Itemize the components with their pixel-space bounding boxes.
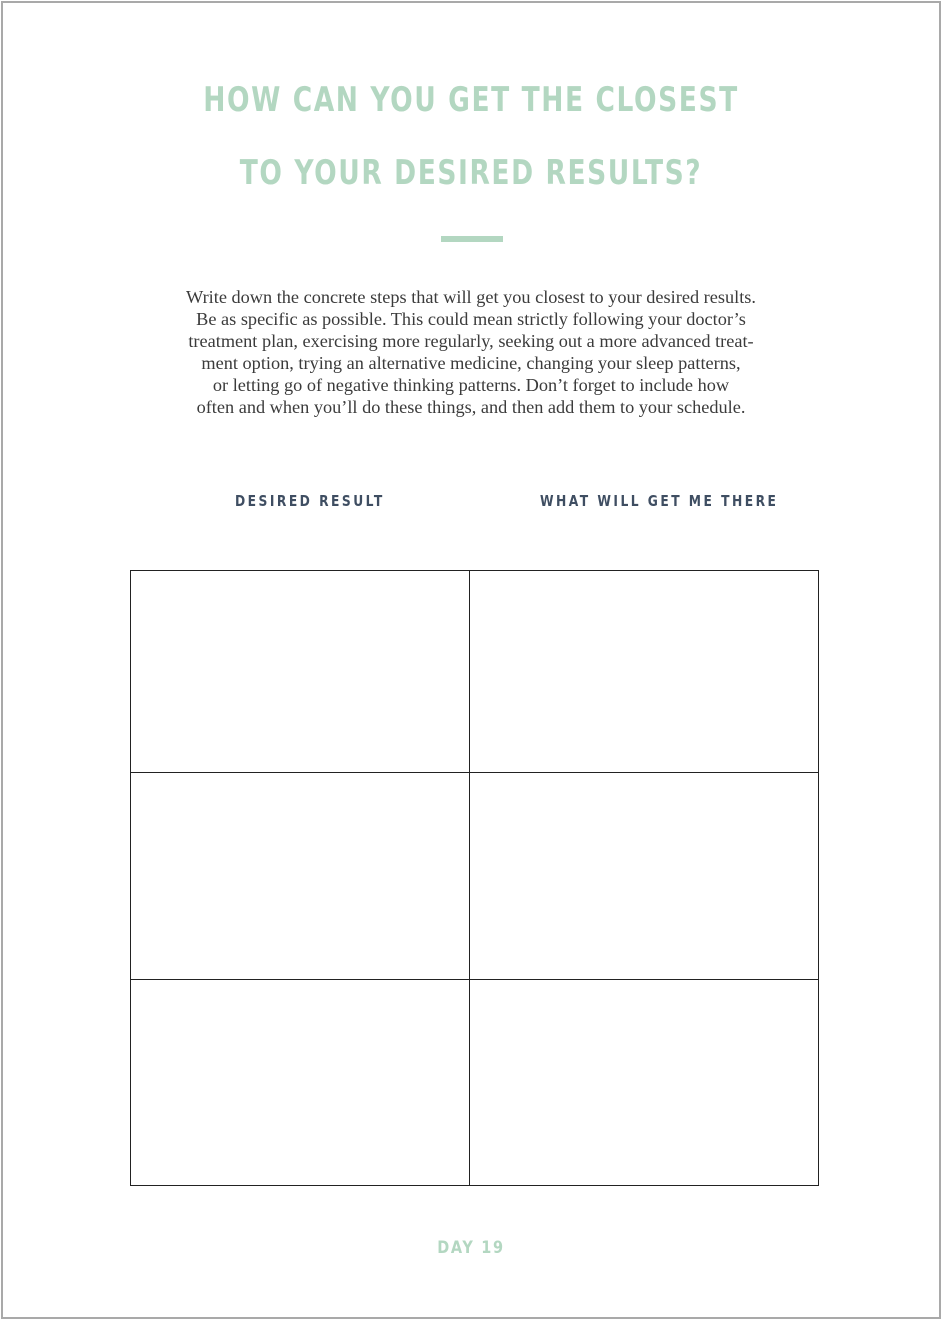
intro-line: treatment plan, exercising more regularly, seeking out a more advanced treat- (188, 331, 754, 351)
page-title-line-2: TO YOUR DESIRED RESULTS? (239, 153, 703, 193)
intro-line: often and when you’ll do these things, and then add them to your schedule. (196, 397, 746, 417)
worksheet-table (130, 570, 819, 1186)
intro-paragraph (180, 286, 762, 418)
column-header-desired-result: DESIRED RESULT (235, 492, 385, 510)
intro-line: Write down the concrete steps that will get you closest to your desired results. (186, 287, 756, 307)
table-cell-r1-desired-result[interactable] (131, 571, 469, 772)
table-cell-r3-desired-result[interactable] (131, 980, 469, 1185)
table-cell-r3-what-will-get-me-there[interactable] (470, 980, 818, 1185)
page-title-line-1: HOW CAN YOU GET THE CLOSEST (203, 80, 739, 120)
table-cell-r2-what-will-get-me-there[interactable] (470, 773, 818, 979)
day-label: DAY 19 (437, 1238, 505, 1258)
table-row-divider (131, 979, 818, 980)
title-divider (441, 236, 503, 242)
intro-line: Be as specific as possible. This could mean strictly following your doctor’s (196, 309, 746, 329)
table-cell-r2-desired-result[interactable] (131, 773, 469, 979)
table-row-divider (131, 772, 818, 773)
intro-line: ment option, trying an alternative medicine, changing your sleep patterns, (201, 353, 741, 373)
intro-line: or letting go of negative thinking patterns. Don’t forget to include how (212, 375, 730, 395)
table-column-divider (469, 571, 470, 1185)
table-cell-r1-what-will-get-me-there[interactable] (470, 571, 818, 772)
column-header-what-will-get-me-there: WHAT WILL GET ME THERE (540, 492, 779, 510)
